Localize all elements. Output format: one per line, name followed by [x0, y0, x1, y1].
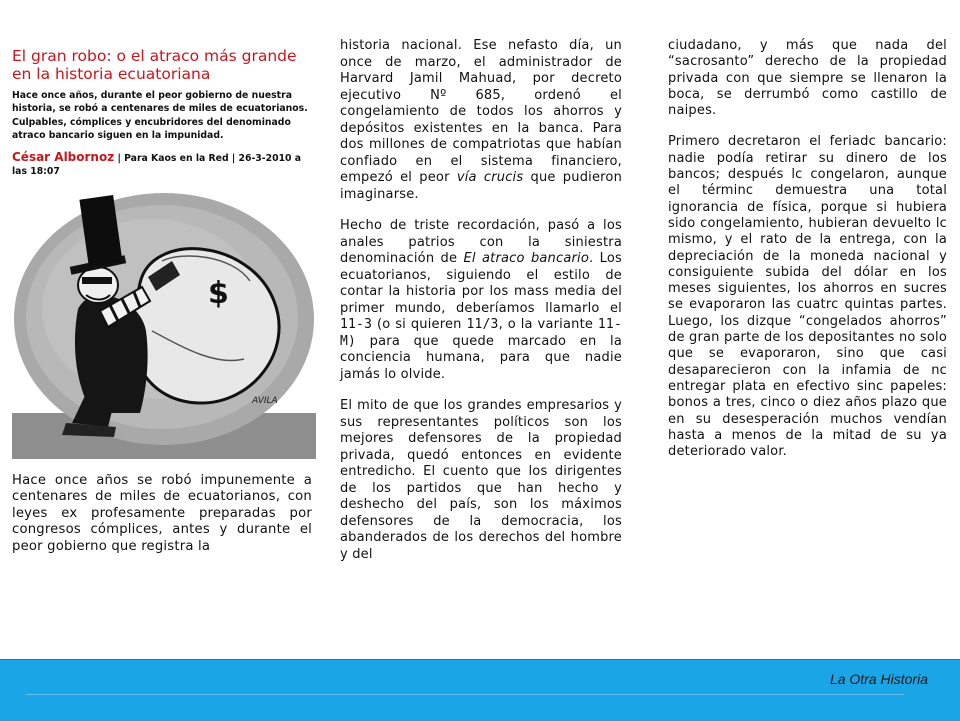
bank-robber-cartoon-icon: [12, 191, 316, 459]
text-run: historia nacional. Ese nefasto día, un once de marzo, el administrador de Harvard Jamil Mahuad, por decreto ejecutivo Nº 685, ordenó el congelamiento de todos los ahorros y depósitos existentes en la banca. Para dos millones de compatriotas que habían confiado en el sistema financiero, empezó el peor: [340, 38, 622, 185]
body-paragraph: ciudadano, y más que nada del “sacrosanto” derecho de la propiedad privada con que siempre se llenaron la boca, se derrumbó como castillo de naipes.: [668, 38, 947, 119]
text-run: (o si quieren: [372, 317, 467, 332]
column-left: [12, 38, 312, 570]
body-paragraph: [340, 38, 622, 203]
body-paragraph: Primero decretaron el feriadc bancario: nadie podía retirar su dinero de los bancos; después lc congelaron, aunque el términc demuestra una total ignorancia de física, porque si hubiera sido congelamiento, hubieran devuelto lc mismo, y el rato de la entrega, con la depreciación de la moneda nacional y consiguiente subida del dólar en los meses siguientes, los ahorros en sucres se evaporaron las cuatrc quintas partes. Luego, los dizque “congelados ahorros” de gran parte de los depositantes no solo que se evaporaron, sino que casi desaparecieron con la infamia de nc entregar plata en efectivo sinc papeles: bonos a tres, cinco o diez años plazo que en su desesperación muchos vendían hasta a menos de la mitad de su ya deteriorado valor.: [668, 134, 947, 460]
article-lead: Hace once años, durante el peor gobierno de nuestra historia, se robó a centenares de miles de ecuatorianos. Culpables, cómplices y encubridores del denominado atraco bancario siguen en la impunidad.: [12, 90, 308, 141]
date-label: 11-M): [340, 317, 622, 349]
svg-text:$: $: [208, 275, 229, 311]
text-run: , o la variante: [498, 317, 598, 332]
footer-title: La Otra Historia: [829, 671, 928, 687]
byline-source: | Para Kaos en la Red | 26-3-2010 a las 18:07: [12, 153, 302, 178]
body-paragraph: Hace once años se robó impunemente a centenares de miles de ecuatorianos, con leyes ex profesamente preparadas por congresos cómplices, antes y durante el peor gobierno que registra la: [12, 472, 312, 554]
body-paragraph: El mito de que los grandes empresarios y sus representantes políticos son los mejores defensores de la propiedad privada, quedó entonces en evidente entredicho. El cuento que los dirigentes de los partidos que han hecho y deshecho del país, son los máximos defensores de la democracia, los abanderados de los derechos del hombre y del: [340, 398, 622, 562]
text-run: . Los ecuatorianos, siguiendo el estilo de contar la historia por los mass media del primer mundo, deberíamos llamarlo el: [340, 251, 622, 316]
footer-bar: [0, 659, 960, 721]
date-label: 11-3: [340, 317, 373, 332]
column-right: [668, 38, 947, 475]
cartoon-signature: AVILA: [252, 395, 278, 406]
text-run: que pudieron imaginarse.: [340, 170, 623, 202]
body-paragraph: [340, 218, 622, 383]
italic-term: El atraco bancario: [463, 251, 590, 266]
column-middle: [340, 38, 622, 578]
date-label: 11/3: [466, 317, 499, 332]
text-run: Hecho de triste recordación, pasó a los anales patrios con la siniestra denominación de: [340, 218, 622, 266]
author-name: César Albornoz: [12, 150, 115, 165]
italic-term: vía crucis: [456, 170, 524, 185]
article-title: El gran robo: o el atraco más grande en la historia ecuatoriana: [12, 47, 297, 83]
footer-divider: [26, 694, 904, 695]
text-run: para que quede marcado en la conciencia humana, para que nadie jamás lo olvide.: [340, 333, 622, 382]
article-byline: [12, 151, 312, 179]
